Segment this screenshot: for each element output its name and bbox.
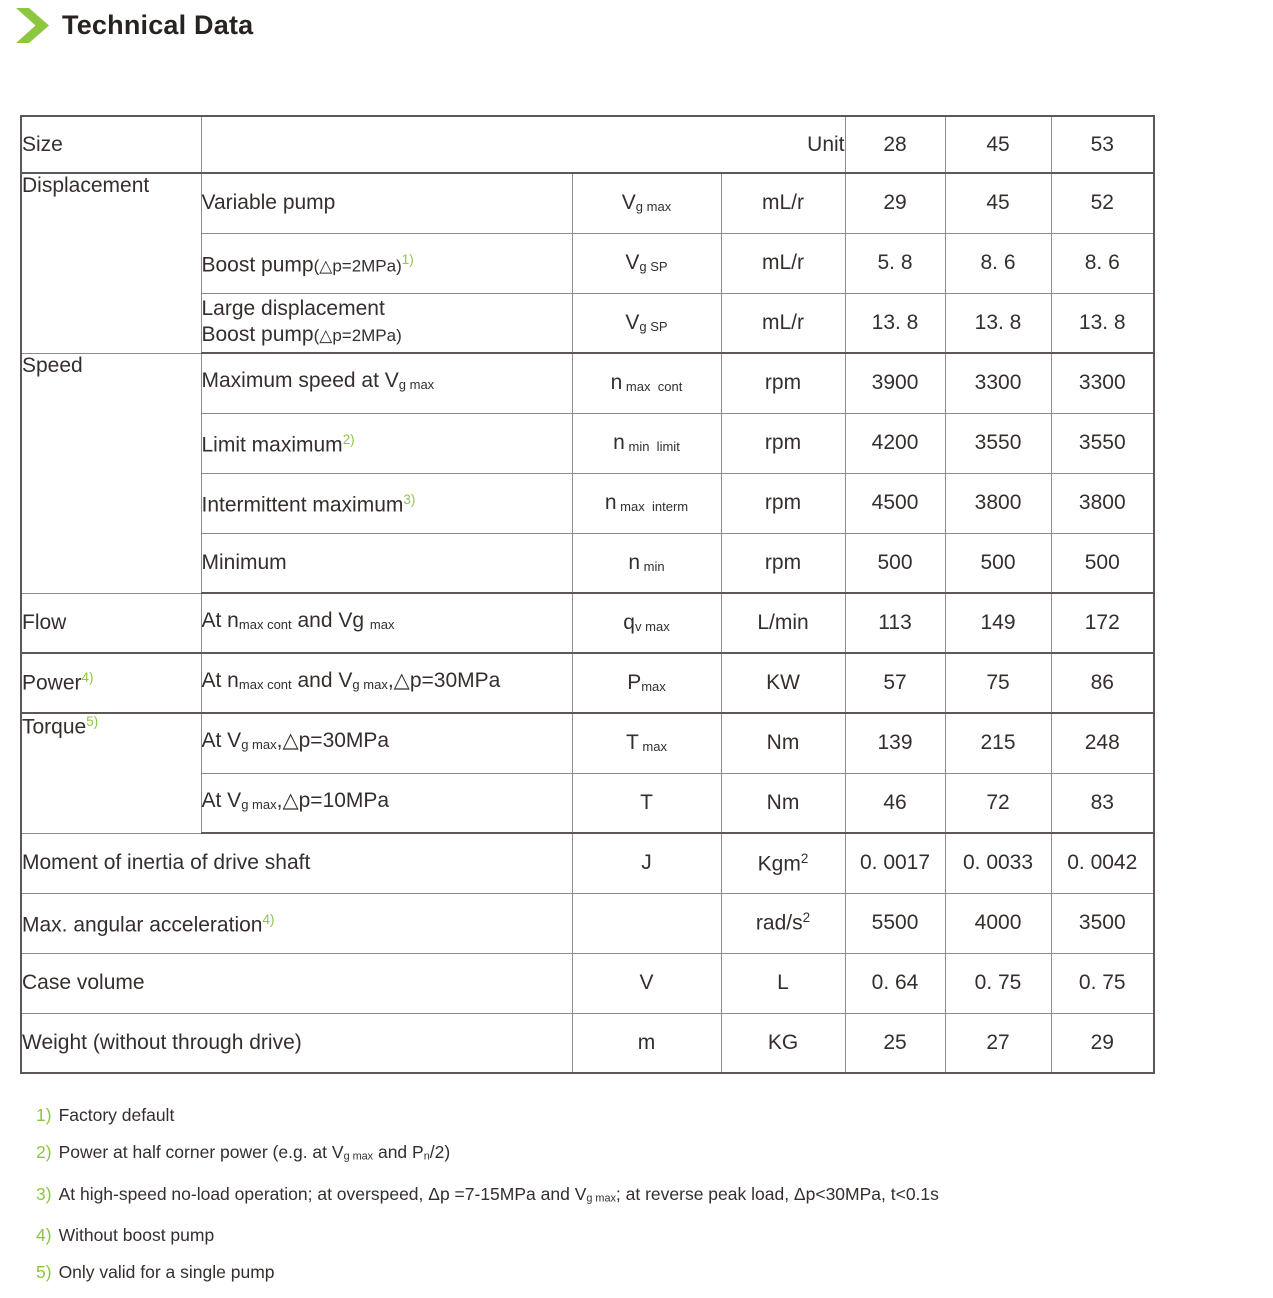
value-cell: 29 [845,173,945,233]
table-header-row [21,116,1154,173]
value-cell: 52 [1051,173,1154,233]
technical-data-table [20,115,1155,1074]
value-cell: 29 [1051,1013,1154,1073]
unit-cell: rpm [721,473,845,533]
footnote-text: Power at half corner power (e.g. at $V_{g max}$ and $P_n/2$) [58,1142,451,1163]
symbol-cell: $V_{g SP}$ [572,293,721,353]
value-cell: 500 [845,533,945,593]
value-cell: 0. 75 [1051,953,1154,1013]
unit-cell: Nm [721,773,845,833]
value-cell: 13. 8 [945,293,1051,353]
spec-desc-cell: Case volume [21,953,572,1013]
value-cell: 172 [1051,593,1154,653]
table-row [21,893,1154,953]
table-row [21,653,1154,713]
value-cell: 3550 [1051,413,1154,473]
value-cell: 13. 8 [845,293,945,353]
spec-desc-cell: Large displacement Boost pump(△p=2MPa) [201,293,572,353]
unit-cell: L/min [721,593,845,653]
group-label-displacement: Displacement [21,173,201,353]
footnote-number: 1) [36,1105,52,1125]
footnote-text: At high-speed no-load operation; at overspeed, Δp =7-15MPa and $V_{g max}$; at reverse peak load, Δp<30MPa, t<0.1s [58,1183,939,1205]
size-column-28: 28 [845,116,945,173]
value-cell: 8. 6 [1051,233,1154,293]
value-cell: 45 [945,173,1051,233]
group-label-power: Power$^{4)}$ [21,653,201,713]
unit-cell: rad/$s^2$ [721,893,845,953]
unit-cell: Nm [721,713,845,773]
symbol-cell: $V_{g max}$ [572,173,721,233]
symbol-cell: J [572,833,721,893]
footnote-4 [36,1224,1246,1247]
footnote-text: Only valid for a single pump [58,1262,275,1283]
footnote-number: 4) [36,1225,52,1246]
footnote-1 [36,1104,1246,1127]
unit-header-label: Unit [201,116,845,173]
value-cell: 500 [945,533,1051,593]
value-cell: 5500 [845,893,945,953]
footnote-3 [36,1183,1246,1211]
value-cell: 46 [845,773,945,833]
value-cell: 113 [845,593,945,653]
symbol-cell: $V_{g SP}$ [572,233,721,293]
spec-desc-cell: At $V_{g max},\triangle p=10MPa$ [201,773,572,833]
value-cell: 3800 [945,473,1051,533]
value-cell: 72 [945,773,1051,833]
value-cell: 139 [845,713,945,773]
value-cell: 3800 [1051,473,1154,533]
footnote-text: Factory default [58,1105,175,1125]
unit-cell: mL/r [721,233,845,293]
page-title: Technical Data [62,10,254,40]
value-cell: 25 [845,1013,945,1073]
symbol-cell [572,893,721,953]
symbol-cell: n $_{max interm}$ [572,473,721,533]
symbol-cell: $q_{v max}$ [572,593,721,653]
value-cell: 86 [1051,653,1154,713]
symbol-cell: n $_{min limit}$ [572,413,721,473]
value-cell: 4500 [845,473,945,533]
footnote-5 [36,1261,1246,1284]
symbol-cell: T $_{max}$ [572,713,721,773]
group-label-flow: Flow [21,593,201,653]
size-header-label: Size [21,116,201,173]
value-cell: 0. 0017 [845,833,945,893]
unit-cell: rpm [721,533,845,593]
footnote-list [36,1104,1246,1298]
size-column-53: 53 [1051,116,1154,173]
value-cell: 8. 6 [945,233,1051,293]
value-cell: 13. 8 [1051,293,1154,353]
value-cell: 0. 0033 [945,833,1051,893]
value-cell: 27 [945,1013,1051,1073]
spec-desc-cell: Weight (without through drive) [21,1013,572,1073]
table-row [21,593,1154,653]
value-cell: 500 [1051,533,1154,593]
size-column-45: 45 [945,116,1051,173]
footnote-number: 3) [36,1183,52,1204]
spec-desc-cell: Limit maximum$^{2)}$ [201,413,572,473]
symbol-cell: n $_{max cont}$ [572,353,721,413]
spec-desc-cell: Moment of inertia of drive shaft [21,833,572,893]
unit-cell: mL/r [721,173,845,233]
spec-desc-cell: At $n_{max cont}$ and Vg $_{max}$ [201,593,572,653]
unit-cell: L [721,953,845,1013]
symbol-cell: $P_{max}$ [572,653,721,713]
chevron-icon [16,8,49,43]
group-label-speed: Speed [21,353,201,593]
value-cell: 75 [945,653,1051,713]
spec-desc-cell: Minimum [201,533,572,593]
value-cell: 3550 [945,413,1051,473]
unit-cell: mL/r [721,293,845,353]
value-cell: 149 [945,593,1051,653]
footnote-number: 5) [36,1262,52,1283]
unit-cell: KG [721,1013,845,1073]
value-cell: 0. 75 [945,953,1051,1013]
value-cell: 3900 [845,353,945,413]
spec-desc-cell: Boost pump(△p=2MPa)$^{1)}$ [201,233,572,293]
table-row [21,173,1154,233]
unit-cell: Kgm$^2$ [721,833,845,893]
value-cell: 215 [945,713,1051,773]
symbol-cell: V [572,953,721,1013]
spec-desc-cell: Variable pump [201,173,572,233]
value-cell: 0. 64 [845,953,945,1013]
value-cell: 248 [1051,713,1154,773]
unit-cell: rpm [721,413,845,473]
value-cell: 3500 [1051,893,1154,953]
value-cell: 57 [845,653,945,713]
symbol-cell: T [572,773,721,833]
table-row [21,953,1154,1013]
spec-desc-cell: At $V_{g max},\triangle p=30MPa$ [201,713,572,773]
table-row [21,353,1154,413]
spec-desc-cell: At $n_{max cont}$ and $V_{g max},\triangle p=30MPa$ [201,653,572,713]
value-cell: 0. 0042 [1051,833,1154,893]
value-cell: 3300 [945,353,1051,413]
table-row [21,833,1154,893]
footnote-number: 2) [36,1142,52,1162]
table-row [21,713,1154,773]
unit-cell: rpm [721,353,845,413]
value-cell: 83 [1051,773,1154,833]
value-cell: 4200 [845,413,945,473]
value-cell: 5. 8 [845,233,945,293]
symbol-cell: n $_{min}$ [572,533,721,593]
footnote-text: Without boost pump [58,1225,215,1246]
symbol-cell: m [572,1013,721,1073]
value-cell: 4000 [945,893,1051,953]
group-label-torque: Torque$^{5)}$ [21,713,201,833]
value-cell: 3300 [1051,353,1154,413]
unit-cell: KW [721,653,845,713]
spec-desc-cell: Maximum speed at $V_{g max}$ [201,353,572,413]
page-header [16,8,253,43]
table-row [21,1013,1154,1073]
spec-desc-cell: Intermittent maximum$^{3)}$ [201,473,572,533]
footnote-2 [36,1141,1246,1169]
spec-desc-cell: Max. angular acceleration$^{4)}$ [21,893,572,953]
